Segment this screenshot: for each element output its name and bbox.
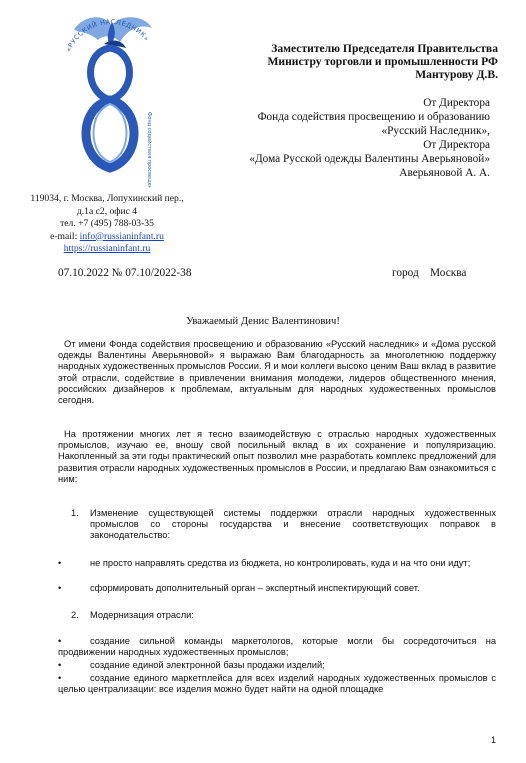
list-item-text: Изменение существующей системы поддержки отрасли народных художественных промыслов со стороны государства и внесение соответствующих поправок в законодательство: <box>90 508 496 541</box>
recipient-line: Мантурову Д.В. <box>415 68 498 81</box>
recipient-line: Заместителю Председателя Правительства <box>271 42 498 55</box>
website-link[interactable]: https://russianinfant.ru <box>63 243 151 255</box>
recipient-block <box>208 42 498 81</box>
bullet-icon: • <box>58 583 62 593</box>
sender-line: «Русский Наследник», <box>381 125 490 137</box>
sender-line: «Дома Русской одежды Валентины Аверьяновой» <box>249 153 490 165</box>
list-number: 1. <box>71 508 79 518</box>
logo-arc-text: «РУССКИЙ НАСЛЕДНИК» <box>64 17 151 53</box>
address-line: д.1а с2, офис 4 <box>76 205 138 217</box>
recipient-line: Министру торговли и промышленности РФ <box>267 55 498 68</box>
paragraph: На протяжении многих лет я тесно взаимодействую с отраслью народных художественных промыслов, изучаю ее, вношу свой посильный вклад в их сохранение и популяризацию. Накопленный за эти годы практический опыт позволил мне разработать комплекс предложений для развития отрасли народных художественных промыслов в России, и предлагаю Вам ознакомиться с ним: <box>58 429 496 484</box>
sender-address <box>26 193 188 256</box>
sender-line: Фонда содействия просвещению и образованию <box>257 111 490 123</box>
sender-line: Аверьяновой А. А. <box>399 167 490 179</box>
foundation-logo <box>52 8 170 188</box>
email-line <box>26 231 188 244</box>
page-number: 1 <box>490 735 496 745</box>
sender-block <box>200 96 490 180</box>
letter-city: город Москва <box>392 267 467 279</box>
bullet-text: создание сильной команды маркетологов, которые могли бы сосредоточиться на продвижении народных художественных промыслов; <box>58 636 496 658</box>
bullet-icon: • <box>58 558 62 568</box>
bullet-icon: • <box>58 673 62 683</box>
sender-line: От Директора <box>423 97 490 109</box>
logo-side-text: Фонд содействия просвещению и образованию <box>146 112 152 188</box>
salutation: Уважаемый Денис Валентинович! <box>186 316 340 327</box>
sender-line: От Директора <box>423 139 490 151</box>
paragraph: От имени Фонда содействия просвещению и образованию «Русский наследник» и «Дома русской одежды Валентины Аверьяновой» я выражаю Вам благодарность за многолетнюю поддержку народных художественных промыслов России. Я и мои коллеги высоко ценим Ваш вклад в развитие этой отрасли, содействие в привлечении внимания молодежи, лидеров общественного мнения, российских дизайнеров к проблемам, актуальным для народных художественных промыслов сегодня. <box>58 339 496 406</box>
bullet-icon: • <box>58 636 62 646</box>
phone-line: тел. +7 (495) 788-03-35 <box>60 218 154 230</box>
list-number: 2. <box>71 610 79 620</box>
list-item-text: Модернизация отрасли: <box>90 610 194 620</box>
email-link[interactable]: info@russianinfant.ru <box>79 230 164 242</box>
bullet-text: создание единого маркетплейса для всех изделий народных художественных промыслов с целью централизации: все изделия можно будет найти на одной площадке <box>58 673 496 695</box>
bullet-text: сформировать дополнительный орган – экспертный инспектирующий совет. <box>90 583 420 593</box>
bullet-text: создание единой электронной базы продажи изделий; <box>90 660 325 670</box>
address-line: 119034, г. Москва, Лопухинский пер., <box>30 193 184 204</box>
bullet-text: не просто направлять средства из бюджета, но контролировать, куда и на что они идут; <box>90 558 471 568</box>
letter-date-number: 07.10.2022 № 07.10/2022-38 <box>58 267 192 279</box>
email-label: e-mail: <box>50 230 80 242</box>
bullet-icon: • <box>58 660 62 670</box>
